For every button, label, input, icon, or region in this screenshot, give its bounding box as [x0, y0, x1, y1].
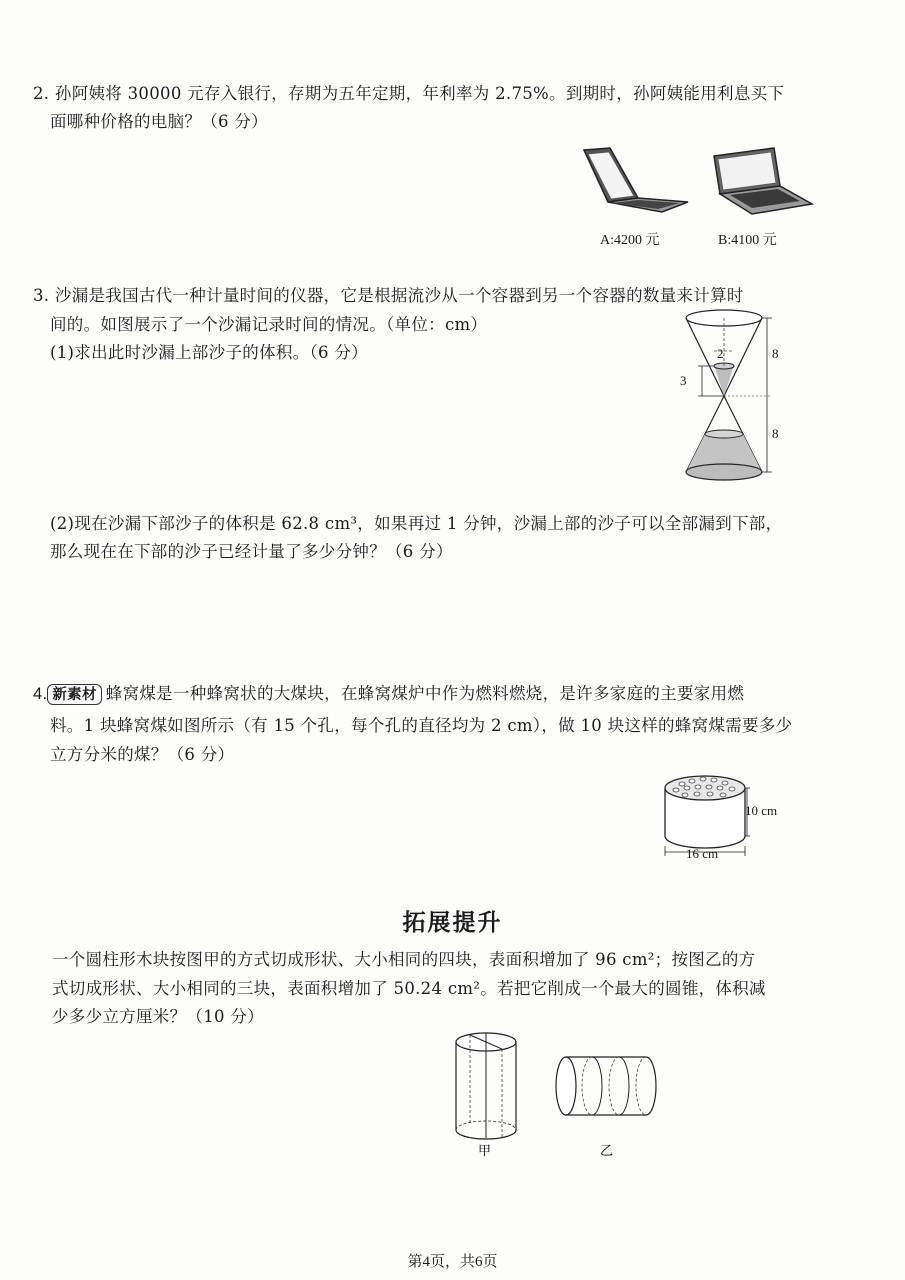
q4-line1-text: 蜂窝煤是一种蜂窝状的大煤块，在蜂窝煤炉中作为燃料燃烧，是许多家庭的主要家用燃: [105, 684, 745, 703]
q3-part2-text-line1: (2)现在沙漏下部沙子的体积是 62.8 cm³，如果再过 1 分钟，沙漏上部的沙子可以全部漏到下部，: [50, 514, 783, 533]
top-diameter-label: 2: [717, 346, 724, 361]
q4-text-line2: 料。1 块蜂窝煤如图所示（有 15 个孔，每个孔的直径均为 2 cm），做 10 块这样的蜂窝煤需要多少: [50, 716, 793, 735]
section-title: 拓展提升: [402, 909, 503, 936]
option-b-label: B:4100 元: [718, 233, 777, 248]
q3-part1-text: (1)求出此时沙漏上部沙子的体积。（6 分）: [50, 343, 368, 362]
lower-height-label: 8: [772, 426, 779, 441]
q3-text-line2: 间的。如图展示了一个沙漏记录时间的情况。（单位：cm）: [50, 315, 488, 334]
extension-text-line2: 式切成形状、大小相同的三块，表面积增加了 50.24 cm²。若把它削成一个最大的圆锥，体积减: [52, 979, 766, 998]
option-a-label: A:4200 元: [600, 233, 660, 248]
coal-diameter-label: 16 cm: [686, 846, 719, 861]
q2-text-line1: 2. 孙阿姨将 30000 元存入银行，存期为五年定期，年利率为 2.75%。到期时，孙阿姨能用利息买下: [33, 84, 785, 103]
new-material-badge: 新素材: [47, 684, 101, 705]
laptop-a-illustration: [582, 146, 692, 218]
q4-text-line3: 立方分米的煤？（6 分）: [50, 745, 235, 764]
coal-height-label: 10 cm: [745, 803, 778, 818]
extension-text-line1: 一个圆柱形木块按图甲的方式切成形状、大小相同的四块，表面积增加了 96 cm²；按图乙的方: [52, 950, 756, 969]
honeycomb-coal-diagram: [660, 768, 800, 863]
upper-height-label: 8: [772, 346, 779, 361]
page-footer: 第4页，共6页: [407, 1254, 498, 1270]
q4-text-line1: [33, 680, 744, 705]
cylinder-cut-b-diagram: [552, 1052, 662, 1159]
q3-text-line1: 3. 沙漏是我国古代一种计量时间的仪器，它是根据流沙从一个容器到另一个容器的数量来计算时: [33, 286, 744, 305]
extension-text-line3: 少多少立方厘米？（10 分）: [52, 1007, 264, 1026]
q3-part2-text-line2: 那么现在在下部的沙子已经计量了多少分钟？（6 分）: [50, 542, 453, 561]
q4-number: 4.: [33, 685, 48, 703]
figure-a-label: 甲: [478, 1144, 492, 1159]
hourglass-diagram: [672, 306, 812, 481]
q2-text-line2: 面哪种价格的电脑？（6 分）: [50, 112, 268, 131]
figure-b-label: 乙: [600, 1144, 614, 1159]
laptop-b-illustration: [710, 146, 820, 218]
cylinder-cut-a-diagram: [450, 1030, 525, 1160]
sand-height-label: 3: [680, 373, 687, 388]
